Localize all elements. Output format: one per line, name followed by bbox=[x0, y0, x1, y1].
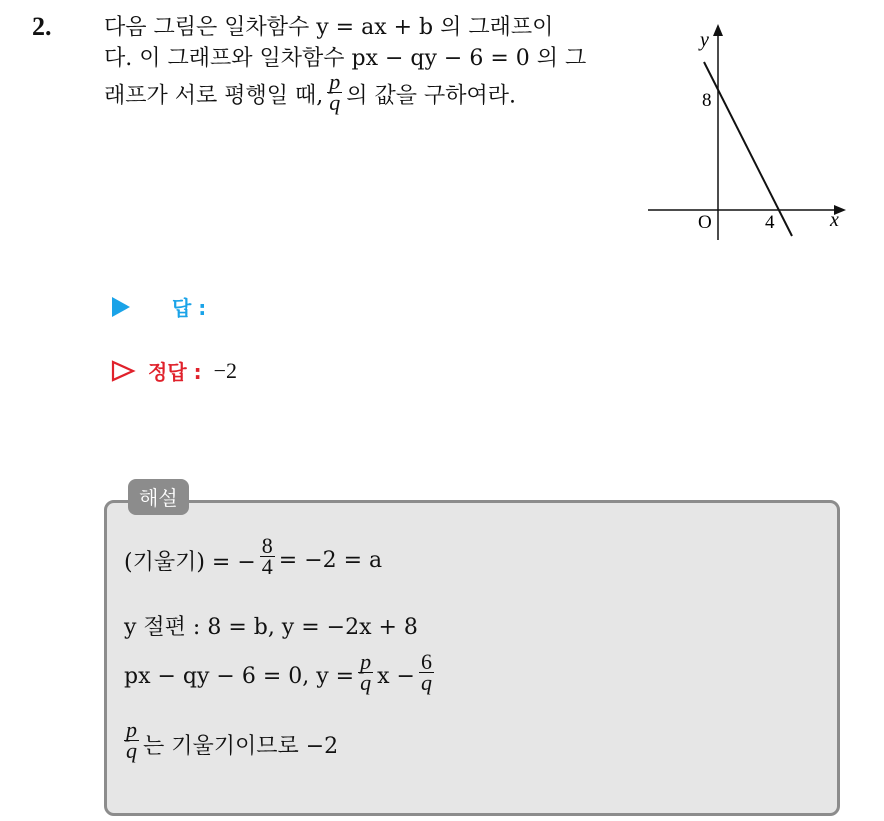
solution-line-4: $\frac{p}{q}$ 는 기울기이므로 −2 bbox=[126, 717, 339, 763]
fraction-6-over-q: $\frac{6}{q}$ bbox=[420, 649, 432, 695]
y-axis-label: y bbox=[700, 29, 709, 51]
question-line-3: 래프가 서로 평행일 때, $\frac{p}{q}$ 의 값을 구하여라. bbox=[104, 69, 516, 115]
play-arrow-icon bbox=[110, 295, 132, 319]
question-line-2: 다. 이 그래프와 일차함수 px − qy − 6 = 0 의 그 bbox=[104, 46, 587, 71]
fraction-p-over-q: $\frac{p}{q}$ bbox=[329, 69, 341, 115]
answer-input-row bbox=[110, 292, 206, 321]
correct-answer-row bbox=[110, 356, 237, 385]
question-number: 2. bbox=[32, 12, 52, 41]
fraction-8-over-4: $\frac{8}{4}$ bbox=[261, 533, 273, 579]
question-line-1: 다음 그림은 일차함수 y = ax + b 의 그래프이 bbox=[104, 15, 554, 40]
solution-line-3: px − qy − 6 = 0, y = $\frac{p}{q}$ x − $\frac{6}{q}$ bbox=[124, 649, 432, 695]
x-intercept-label: 4 bbox=[765, 212, 775, 233]
outline-arrow-icon bbox=[110, 359, 136, 383]
solution-tag: 해설 bbox=[128, 479, 189, 515]
question-text bbox=[104, 12, 624, 117]
y-intercept-label: 8 bbox=[702, 90, 712, 111]
answer-label: 답 : bbox=[172, 296, 207, 320]
solution-line-2: y 절편 : 8 = b, y = −2x + 8 bbox=[124, 615, 418, 640]
origin-label: O bbox=[698, 212, 712, 233]
fraction-p-over-q-2: $\frac{p}{q}$ bbox=[360, 649, 372, 695]
linear-function-graph bbox=[640, 18, 850, 248]
y-axis-arrow bbox=[713, 24, 723, 36]
x-axis-label: x bbox=[830, 209, 839, 231]
correct-answer-label: 정답 : bbox=[148, 360, 202, 384]
fraction-p-over-q-3: $\frac{p}{q}$ bbox=[126, 717, 137, 763]
correct-answer-value: −2 bbox=[213, 357, 238, 383]
solution-line-1: (기울기) = − $\frac{8}{4}$ = −2 = a bbox=[124, 533, 383, 579]
